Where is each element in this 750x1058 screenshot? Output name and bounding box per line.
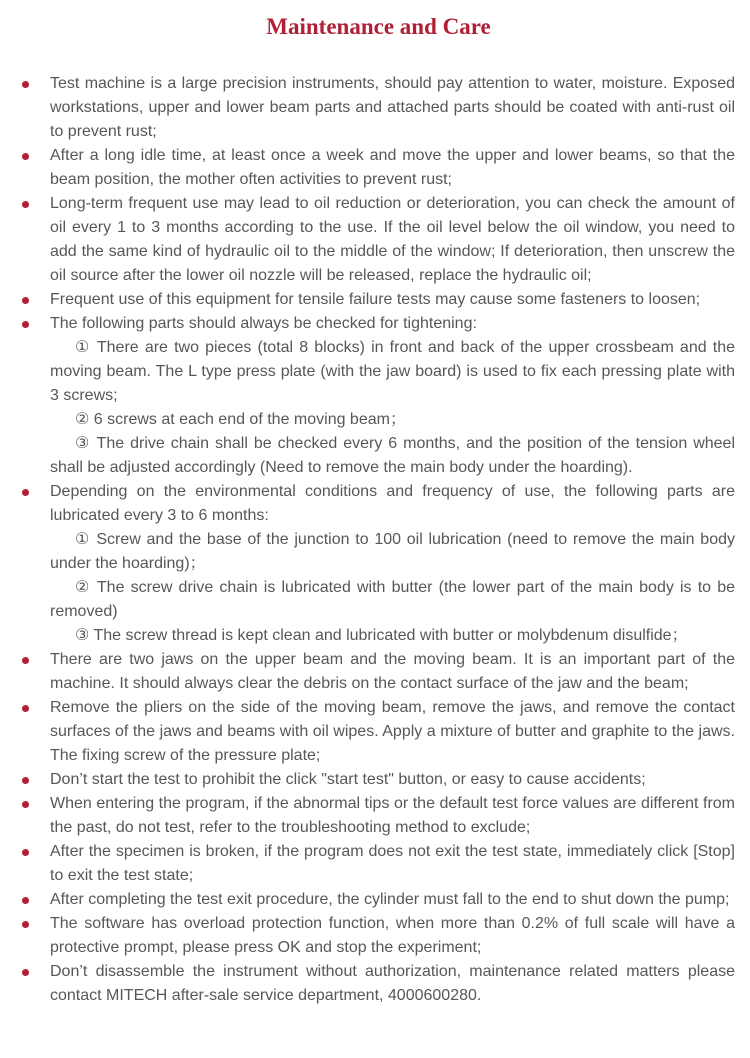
item-text: After completing the test exit procedure, the cylinder must fall to the end to shut down the pump; bbox=[50, 891, 730, 908]
item-text: The following parts should always be checked for tightening: bbox=[50, 315, 477, 332]
item-text: Don’t disassemble the instrument without authorization, maintenance related matters please contact MITECH after-sale service department, 4000600280. bbox=[50, 963, 735, 1004]
list-item bbox=[22, 840, 735, 888]
list-item bbox=[22, 888, 735, 912]
bullet-icon bbox=[22, 657, 29, 664]
sub-item-text: ① Screw and the base of the junction to 100 oil lubrication (need to remove the main body under the hoarding)； bbox=[50, 531, 735, 572]
list-item bbox=[22, 768, 735, 792]
item-text: After a long idle time, at least once a week and move the upper and lower beams, so that the beam position, the mother often activities to prevent rust; bbox=[50, 147, 735, 188]
bullet-icon bbox=[22, 321, 29, 328]
bullet-icon bbox=[22, 969, 29, 976]
bullet-icon bbox=[22, 921, 29, 928]
bullet-icon bbox=[22, 489, 29, 496]
bullet-icon bbox=[22, 897, 29, 904]
list-item bbox=[22, 960, 735, 1008]
list-item bbox=[22, 480, 735, 648]
list-item bbox=[22, 792, 735, 840]
list-item bbox=[22, 312, 735, 480]
bullet-icon bbox=[22, 777, 29, 784]
page-title: Maintenance and Care bbox=[266, 14, 491, 39]
bullet-icon bbox=[22, 849, 29, 856]
bullet-icon bbox=[22, 201, 29, 208]
sub-item-text: ② 6 screws at each end of the moving beam； bbox=[75, 411, 406, 428]
list-item bbox=[22, 648, 735, 696]
bullet-list bbox=[22, 72, 735, 1008]
item-text: Don’t start the test to prohibit the click "start test" button, or easy to cause accidents; bbox=[50, 771, 646, 788]
bullet-icon bbox=[22, 297, 29, 304]
item-text: Frequent use of this equipment for tensile failure tests may cause some fasteners to loosen; bbox=[50, 291, 701, 308]
item-text: The software has overload protection function, when more than 0.2% of full scale will have a protective prompt, please press OK and stop the experiment; bbox=[50, 915, 735, 956]
list-item bbox=[22, 696, 735, 768]
list-item bbox=[22, 72, 735, 144]
sub-item-text: ③ The screw thread is kept clean and lubricated with butter or molybdenum disulfide； bbox=[75, 627, 688, 644]
item-text: When entering the program, if the abnormal tips or the default test force values are different from the past, do not test, refer to the troubleshooting method to exclude; bbox=[50, 795, 735, 836]
item-text: After the specimen is broken, if the program does not exit the test state, immediately click [Stop] to exit the test state; bbox=[50, 843, 735, 884]
item-text: Depending on the environmental conditions and frequency of use, the following parts are lubricated every 3 to 6 months: bbox=[50, 483, 735, 524]
list-item bbox=[22, 192, 735, 288]
sub-item-text: ② The screw drive chain is lubricated with butter (the lower part of the main body is to be removed) bbox=[50, 579, 735, 620]
bullet-icon bbox=[22, 81, 29, 88]
sub-item-text: ③ The drive chain shall be checked every 6 months, and the position of the tension wheel shall be adjusted accordingly (Need to remove the main body under the hoarding). bbox=[50, 435, 735, 476]
item-text: Test machine is a large precision instruments, should pay attention to water, moisture. Exposed workstations, upper and lower beam parts and attached parts should be coated with anti-rust oil to prevent rust; bbox=[50, 75, 735, 140]
bullet-icon bbox=[22, 801, 29, 808]
list-item bbox=[22, 144, 735, 192]
item-text: Remove the pliers on the side of the moving beam, remove the jaws, and remove the contact surfaces of the jaws and beams with oil wipes. Apply a mixture of butter and graphite to the jaws. The fixing screw of the pressure plate; bbox=[50, 699, 735, 764]
item-text: There are two jaws on the upper beam and the moving beam. It is an important part of the machine. It should always clear the debris on the contact surface of the jaw and the beam; bbox=[50, 651, 735, 692]
item-text: Long-term frequent use may lead to oil reduction or deterioration, you can check the amount of oil every 1 to 3 months according to the use. If the oil level below the oil window, you need to add the same kind of hydraulic oil to the middle of the window; If deterioration, then unscrew the oil source after the lower oil nozzle will be released, replace the hydraulic oil; bbox=[50, 195, 735, 284]
bullet-icon bbox=[22, 705, 29, 712]
bullet-icon bbox=[22, 153, 29, 160]
sub-item-text: ① There are two pieces (total 8 blocks) in front and back of the upper crossbeam and the moving beam. The L type press plate (with the jaw board) is used to fix each pressing plate with 3 screws; bbox=[50, 339, 735, 404]
list-item bbox=[22, 288, 735, 312]
list-item bbox=[22, 912, 735, 960]
